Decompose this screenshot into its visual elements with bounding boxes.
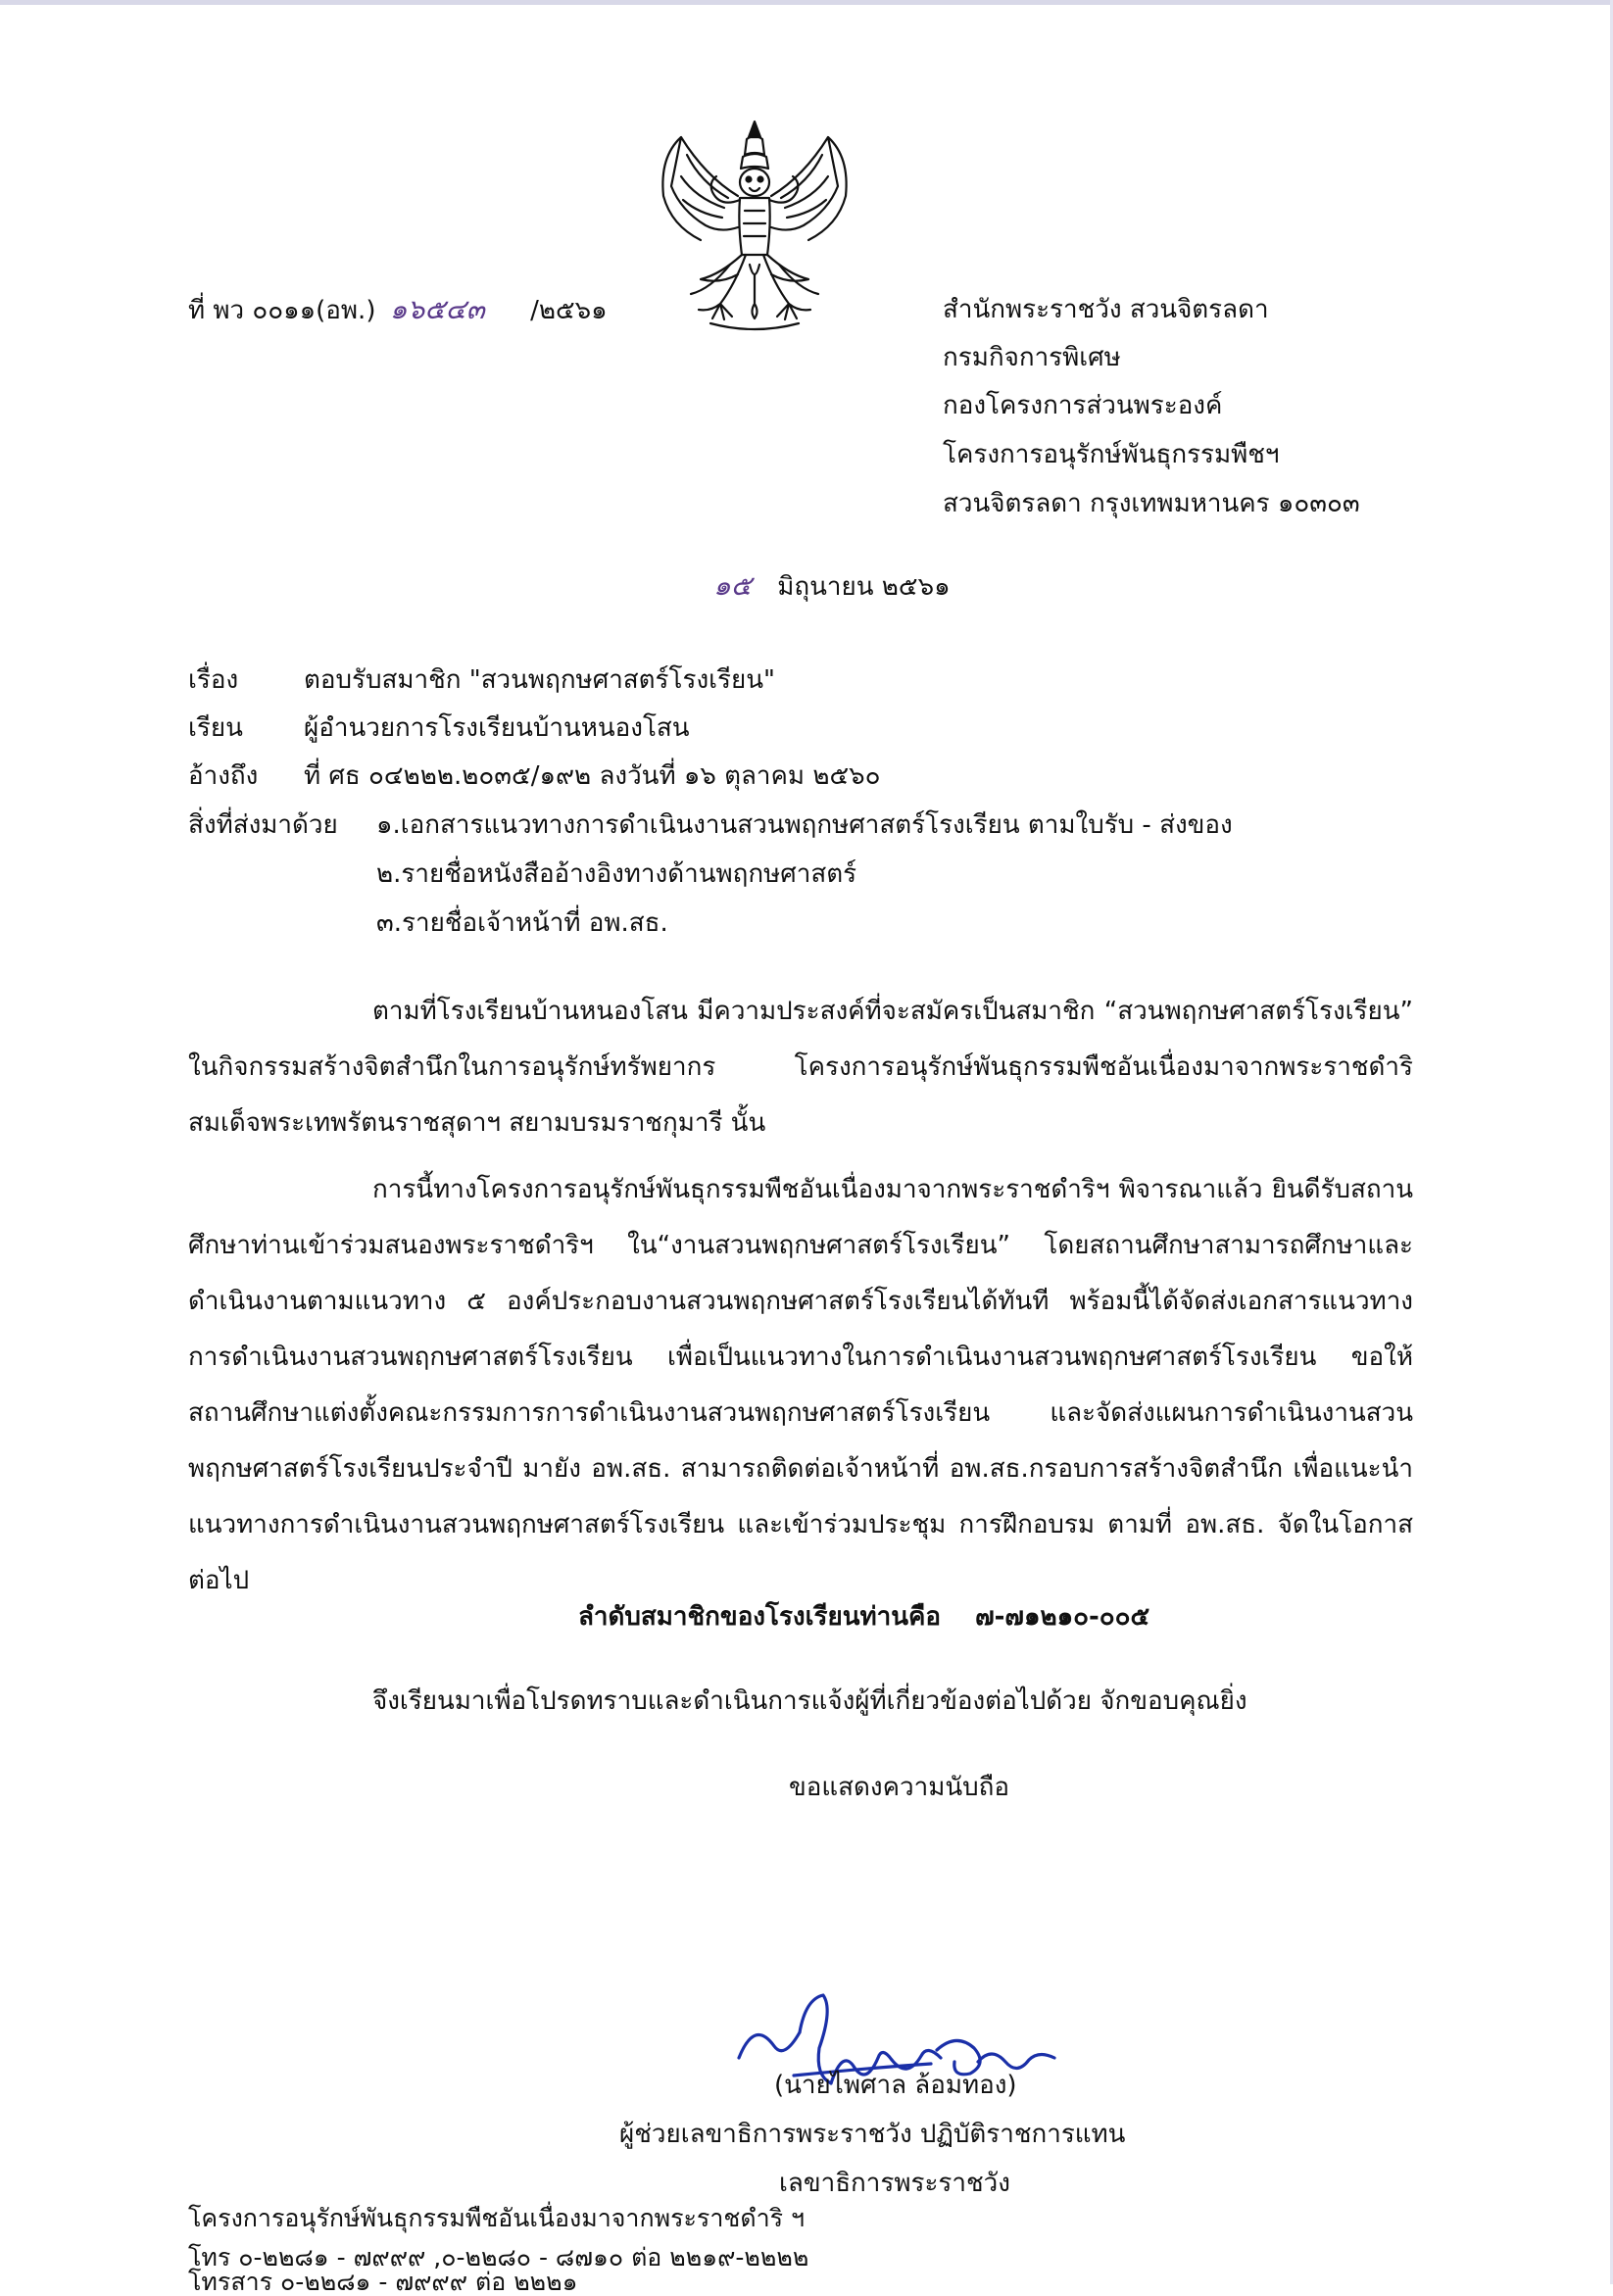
signer-name: (นายไพศาล ล้อมทอง) <box>774 2071 1017 2100</box>
signer-title-1: ผู้ช่วยเลขาธิการพระราชวัง ปฏิบัติราชการแทน <box>619 2120 1126 2149</box>
footer-project: โครงการอนุรักษ์พันธุกรรมพืชอันเนื่องมาจากพระราชดำริ ฯ <box>188 2204 806 2232</box>
member-number: ๗-๗๑๒๑๐-๐๐๕ <box>975 1602 1150 1632</box>
reference-text: ที่ ศธ ๐๔๒๒๒.๒๐๓๕/๑๙๒ ลงวันที่ ๑๖ ตุลาคม ๒๕๖๐ <box>304 761 881 791</box>
scan-top-edge <box>0 0 1613 5</box>
reference-label: อ้างถึง <box>188 761 259 791</box>
org-line-2: กรมกิจการพิเศษ <box>943 343 1121 372</box>
enclosure-label: สิ่งที่ส่งมาด้วย <box>188 810 338 840</box>
enclosure-item-2: ๒.รายชื่อหนังสืออ้างอิงทางด้านพฤกษศาสตร์ <box>376 859 857 889</box>
org-line-4: โครงการอนุรักษ์พันธุกรรมพืชฯ <box>943 440 1280 469</box>
body-paragraph-1: ตามที่โรงเรียนบ้านหนองโสน มีความประสงค์ที่จะสมัครเป็นสมาชิก “สวนพฤกษศาสตร์โรงเรียน” ในกิจกรรมสร้างจิตสำนึกในการอนุรักษ์ทรัพยากร โครงการอนุรักษ์พันธุกรรมพืชอันเนื่องมาจากพระราชดำริ สมเด็จพระเทพรัตนราชสุดาฯ สยามบรมราชกุมารี นั้น <box>188 997 1413 1138</box>
org-line-3: กองโครงการส่วนพระองค์ <box>943 391 1223 420</box>
footer-fax: โทรสาร ๐-๒๒๘๑ - ๗๙๙๙ ต่อ ๒๒๒๑ <box>188 2268 578 2296</box>
to-text: ผู้อำนวยการโรงเรียนบ้านหนองโสน <box>304 713 690 743</box>
enclosure-item-3: ๓.รายชื่อเจ้าหน้าที่ อพ.สธ. <box>376 908 668 938</box>
member-line <box>578 1599 1149 1635</box>
signer-title-2: เลขาธิการพระราชวัง <box>779 2169 1010 2198</box>
reference-line <box>188 292 608 328</box>
closing-text: จึงเรียนมาเพื่อโปรดทราบและดำเนินการแจ้งผู้ที่เกี่ยวข้องต่อไปด้วย จักขอบคุณยิ่ง <box>372 1686 1247 1716</box>
regards-text: ขอแสดงความนับถือ <box>789 1773 1009 1802</box>
reference-year: /๒๕๖๑ <box>530 296 608 325</box>
garuda-emblem-icon <box>652 118 857 338</box>
to-label: เรียน <box>188 713 243 743</box>
subject-label: เรื่อง <box>188 665 239 695</box>
enclosure-item-1: ๑.เอกสารแนวทางการดำเนินงานสวนพฤกษศาสตร์โรงเรียน ตามใบรับ - ส่งของ <box>376 810 1233 840</box>
org-line-5: สวนจิตรลดา กรุงเทพมหานคร ๑๐๓๐๓ <box>943 489 1360 518</box>
body-paragraph-2: การนี้ทางโครงการอนุรักษ์พันธุกรรมพืชอันเนื่องมาจากพระราชดำริฯ พิจารณาแล้ว ยินดีรับสถานศึกษาท่านเข้าร่วมสนองพระราชดำริฯ ใน“งานสวนพฤกษศาสตร์โรงเรียน” โดยสถานศึกษาสามารถศึกษาและดำเนินงานตามแนวทาง ๕ องค์ประกอบงานสวนพฤกษศาสตร์โรงเรียนได้ทันที พร้อมนี้ได้จัดส่งเอกสารแนวทางการดำเนินงานสวนพฤกษศาสตร์โรงเรียน เพื่อเป็นแนวทางในการดำเนินงานสวนพฤกษศาสตร์โรงเรียน ขอให้สถานศึกษาแต่งตั้งคณะกรรมการการดำเนินงานสวนพฤกษศาสตร์โรงเรียน และจัดส่งแผนการดำเนินงานสวนพฤกษศาสตร์โรงเรียนประจำปี มายัง อพ.สธ. สามารถติดต่อเจ้าหน้าที่ อพ.สธ.กรอบการสร้างจิตสำนึก เพื่อแนะนำแนวทางการดำเนินงานสวนพฤกษศาสตร์โรงเรียน และเข้าร่วมประชุม การฝึกอบรม ตามที่ อพ.สธ. จัดในโอกาสต่อไป <box>188 1175 1413 1595</box>
member-label: ลำดับสมาชิกของโรงเรียนท่านคือ <box>578 1602 942 1632</box>
reference-prefix: ที่ พว ๐๐๑๑(อพ.) <box>188 296 376 325</box>
reference-number: ๑๖๕๔๓ <box>389 293 485 325</box>
org-line-1: สำนักพระราชวัง สวนจิตรลดา <box>943 295 1269 324</box>
date-day: ๑๕ <box>713 569 752 602</box>
footer-phone: โทร ๐-๒๒๘๑ - ๗๙๙๙ ,๐-๒๒๘๐ - ๘๗๑๐ ต่อ ๒๒๑๙-๒๒๒๒ <box>188 2243 809 2272</box>
letter-date <box>713 568 951 605</box>
subject-text: ตอบรับสมาชิก "สวนพฤกษศาสตร์โรงเรียน" <box>304 665 775 695</box>
date-month-year: มิถุนายน ๒๕๖๑ <box>777 572 951 602</box>
